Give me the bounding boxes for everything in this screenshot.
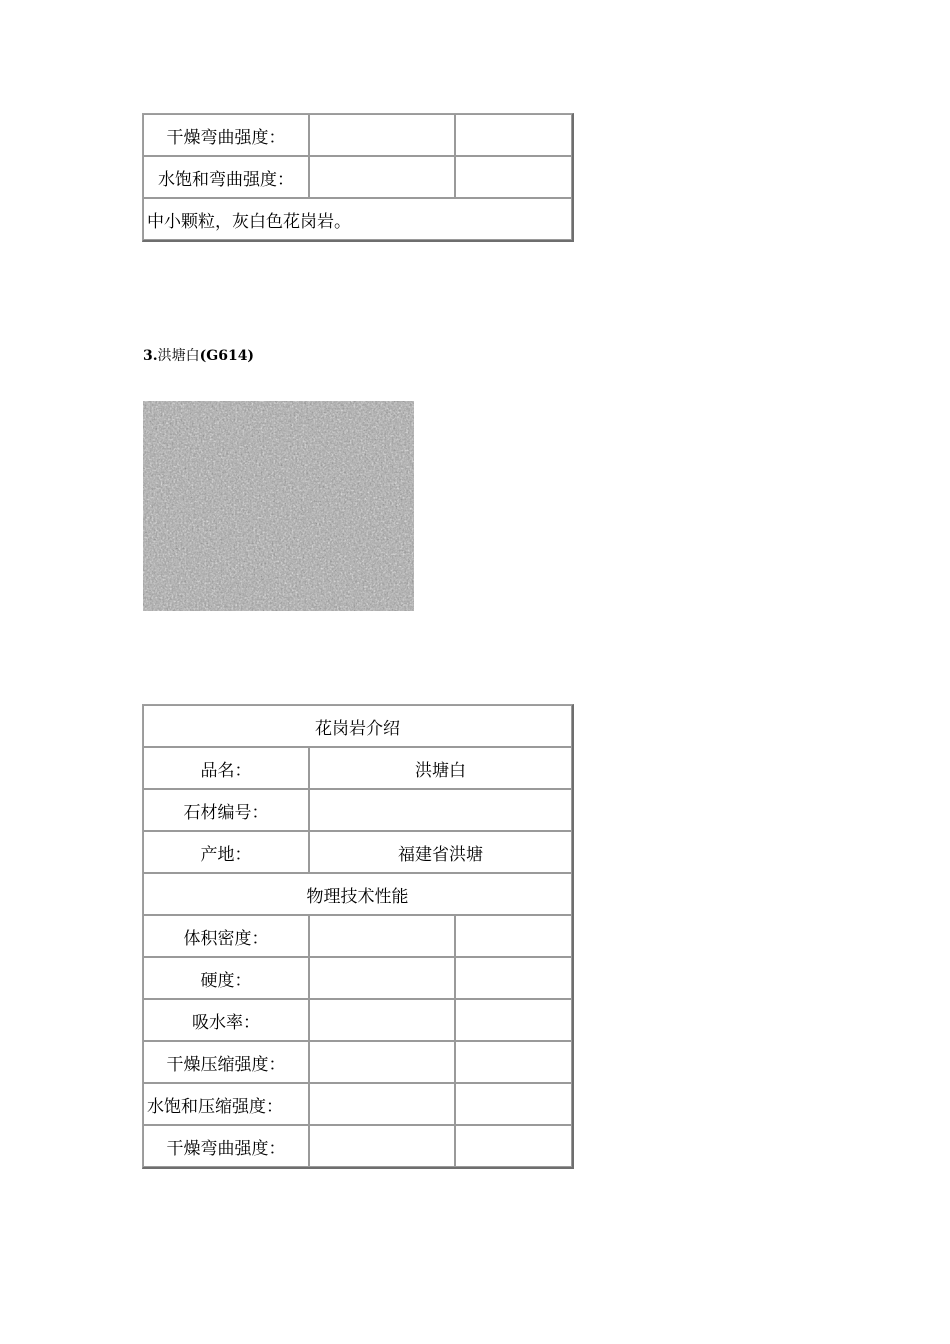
property-label: 吸水率： (143, 999, 309, 1041)
property-unit (455, 1125, 572, 1167)
table-row (143, 999, 572, 1041)
stone-code-label: 石材编号： (143, 789, 309, 831)
table-row (143, 114, 572, 156)
property-value (309, 156, 455, 198)
property-label: 硬度： (143, 957, 309, 999)
property-unit (455, 1041, 572, 1083)
property-label: 水饱和压缩强度： (143, 1083, 309, 1125)
property-unit (455, 1083, 572, 1125)
property-value (309, 957, 455, 999)
table-row (143, 156, 572, 198)
stone-intro-table (142, 704, 574, 1169)
product-name-label: 品名： (143, 747, 309, 789)
table-row (143, 747, 572, 789)
table-row (143, 915, 572, 957)
section-number: 3. (143, 348, 158, 364)
property-label: 干燥弯曲强度： (143, 1125, 309, 1167)
table-row (143, 1041, 572, 1083)
table-title: 花岗岩介绍 (143, 705, 572, 747)
table-row (143, 873, 572, 915)
physical-properties-header: 物理技术性能 (143, 873, 572, 915)
property-label: 水饱和弯曲强度： (143, 156, 309, 198)
table-row (143, 957, 572, 999)
top-spec-table (142, 113, 574, 242)
property-value (309, 114, 455, 156)
property-label: 体积密度： (143, 915, 309, 957)
table-row (143, 831, 572, 873)
origin-value: 福建省洪塘 (309, 831, 572, 873)
property-unit (455, 915, 572, 957)
granite-sample-image (143, 401, 414, 611)
table-row (143, 789, 572, 831)
section-heading (143, 346, 254, 366)
table-row (143, 705, 572, 747)
product-name-value: 洪塘白 (309, 747, 572, 789)
property-value (309, 1041, 455, 1083)
table-row (143, 1125, 572, 1167)
stone-description: 中小颗粒，灰白色花岗岩。 (143, 198, 572, 240)
section-name: 洪塘白 (157, 348, 200, 364)
property-value (309, 999, 455, 1041)
property-value (309, 1125, 455, 1167)
property-value (309, 915, 455, 957)
property-unit (455, 999, 572, 1041)
property-unit (455, 957, 572, 999)
property-unit (455, 114, 572, 156)
origin-label: 产地： (143, 831, 309, 873)
stone-code-value (309, 789, 572, 831)
property-unit (455, 156, 572, 198)
table-row (143, 198, 572, 240)
section-code: (G614) (199, 348, 255, 364)
property-label: 干燥弯曲强度： (143, 114, 309, 156)
property-value (309, 1083, 455, 1125)
table-row (143, 1083, 572, 1125)
property-label: 干燥压缩强度： (143, 1041, 309, 1083)
granite-speckle (143, 401, 414, 611)
